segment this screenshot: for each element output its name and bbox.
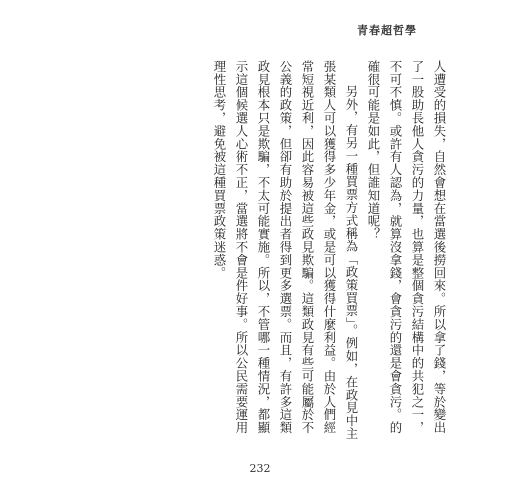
- page-number-value: 232: [249, 462, 271, 475]
- running-header-title: 青春超哲學: [357, 24, 417, 37]
- paragraph: 另外，有另一種買票方式稱為「政策買票」。例如，在政見中主張某類人可以獲得多少年金，或是可以獲得什麼利益。由於人們經常短視近利，因此容易被這些政見欺騙。這類政見有些可能屬於不公義的政策，但卻有助於提出者得到更多選票。而且，有許多這類政見根本只是欺騙，不太可能實施。所以，不管哪一種情況，都顯示這個候選人心術不正，當選將不會是件好事。所以公民需要運用理性思考，避免被這種買票政策迷惑。: [212, 60, 359, 440]
- body-text: [150, 60, 450, 445]
- page-number: [0, 462, 520, 475]
- paragraph: 人遭受的損失，自然會想在當選後撈回來。所以拿了錢，等於變出了一股助長他人貪污的力量，也算是整個貪污結構中的共犯之一，不可不慎。或許有人認為，就算沒拿錢，會貪污的還是會貪污。的確很可能是如此，但誰知道呢？: [366, 60, 447, 435]
